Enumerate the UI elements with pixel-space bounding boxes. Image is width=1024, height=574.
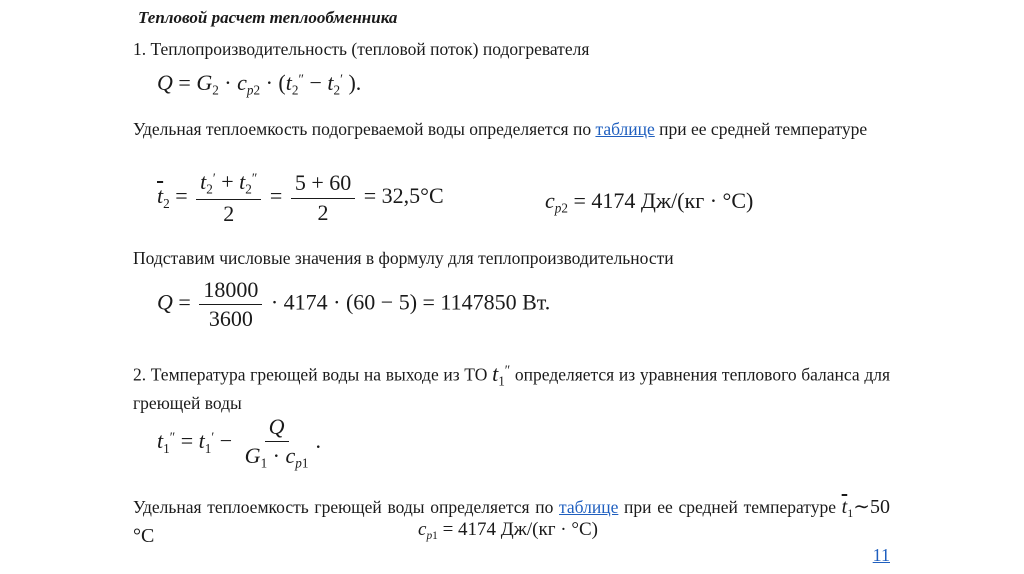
table-link-2[interactable]: таблице — [559, 497, 619, 517]
paragraph-substitute: Подставим числовые значения в формулу для теплопроизводительности — [133, 248, 674, 268]
section1-heading: 1. Теплопроизводительность (тепловой поток) подогревателя — [133, 39, 590, 59]
section2-text: 2. Температура греющей воды на выходе из ТО $t_1''$ определяется из уравнения теплового баланса для греющей воды — [133, 360, 890, 414]
paragraph-heat-capacity-heated: Удельная теплоемкость подогреваемой воды определяется по таблице при ее средней температуре — [133, 119, 868, 139]
slide-title: Тепловой расчет теплообменника — [138, 8, 398, 27]
page-number-link[interactable]: 11 — [872, 545, 890, 565]
formula-cp2: $c_{p2} = 4174$ Дж/(кг · °С) — [545, 188, 754, 216]
formula-outlet-temperature: $t_1'' = t_1'$ − $\frac{Q}{G_1 \cdot c_{p1}}$ . — [157, 414, 321, 471]
formula-mean-temperature-t2: $\overline{t}_2$ = $\frac{t_2' + t_2''}{2}$ = $\frac{5 + 60}{2}$ = 32,5°С — [157, 169, 444, 227]
formula-cp1: $c_{p1} = 4174$ Дж/(кг · °С) — [418, 519, 598, 542]
formula-heat-output: $Q = G_2 \cdot c_{p2} \cdot (t_2'' - t_2'$ ). — [157, 70, 362, 98]
table-link-1[interactable]: таблице — [595, 119, 655, 139]
paragraph-heat-capacity-heating: Удельная теплоемкость греющей воды определяется по таблице при ее средней температуре $\overline{t}_1\sim 50$ °С — [133, 496, 890, 548]
formula-heat-output-numeric: Q = $\frac{18000}{3600}$ · 4174 · (60 − 5) = 1147850 Вт. — [157, 277, 551, 332]
